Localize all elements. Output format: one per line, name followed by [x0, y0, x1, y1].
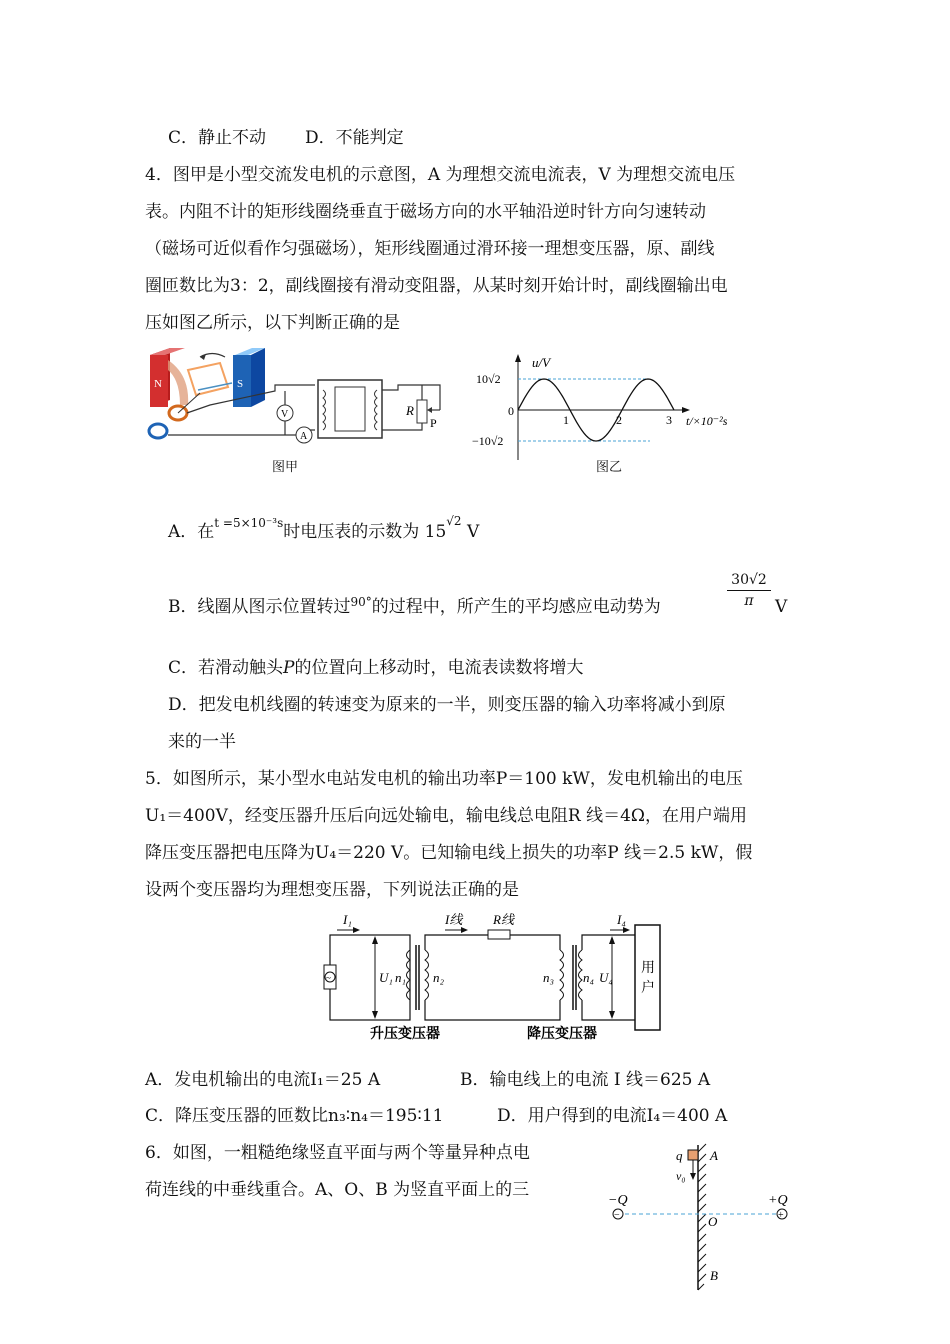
fig-jia-caption: 图甲: [272, 460, 299, 475]
p-label: P: [430, 416, 437, 430]
r-label: R: [406, 403, 414, 418]
user-label-2: 户: [641, 981, 655, 996]
charged-block: [688, 1150, 698, 1160]
q5-stem-text: P＝100 kW，发电机输出的电压: [495, 769, 743, 789]
y-min-label: −10√2: [472, 434, 504, 448]
v0-label: v₀: [676, 1169, 686, 1183]
rline-label: R线: [493, 912, 514, 927]
q-label: q: [676, 1148, 683, 1163]
opt-b-text: 的过程中，所产生的平均感应电动势为: [371, 597, 661, 617]
u4-label: U₄: [599, 970, 613, 985]
opt-b-denominator: π: [744, 593, 754, 609]
n4-label: n₄: [583, 970, 595, 985]
q5-option-c: C．降压变压器的匝数比n₃∶n₄＝195∶11: [145, 1106, 444, 1126]
q5-circuit-figure: [315, 910, 670, 1045]
svg-text:~: ~: [326, 973, 331, 983]
opt-c-text: 的位置向上移动时，电流表读数将增大: [294, 658, 584, 678]
q4-figure-jia: [140, 345, 455, 455]
opt-b-unit: V: [775, 597, 788, 617]
q5-option-d: D．用户得到的电流I₄＝400 A: [497, 1106, 728, 1126]
opt-c-prefix: C．若滑动触头: [168, 658, 284, 678]
q5-option-a: A．发电机输出的电流I₁＝25 A: [145, 1070, 381, 1090]
y-max-label: 10√2: [476, 372, 501, 386]
s-label: S: [237, 378, 244, 390]
x-axis-label: t/×10⁻²s: [686, 414, 728, 428]
q5-stem-text: P 线＝2.5 kW，假: [607, 843, 753, 863]
q5-stem-line: [145, 804, 747, 828]
opt-a-time: t =5×10⁻³s: [214, 516, 284, 530]
y-axis-label: u/V: [532, 355, 551, 370]
svg-text:+: +: [778, 1210, 784, 1221]
q4-option-b: [168, 595, 661, 620]
opt-a-root: √2: [446, 514, 462, 528]
q5-stem-text: 5．如图所示，某小型水电站发电机的输出功率: [145, 769, 496, 789]
opt-b-numerator: 30√2: [727, 570, 771, 591]
transformer: [318, 380, 382, 438]
x-tick-label: 2: [616, 413, 622, 427]
q6-figure: [600, 1140, 810, 1295]
a-label: A: [710, 1148, 718, 1163]
x-tick-label: 1: [563, 413, 569, 427]
voltmeter-label: V: [281, 409, 289, 420]
ammeter-label: A: [300, 431, 308, 442]
opt-a-text: 时电压表的示数为 15: [283, 522, 447, 542]
pos-q-label: +Q: [768, 1193, 788, 1208]
q5-stem-line: 设两个变压器均为理想变压器，下列说法正确的是: [145, 880, 519, 900]
q4-stem-line: （磁场可近似看作匀强磁场），矩形线圈通过滑环接一理想变压器，原、副线: [145, 239, 715, 259]
q5-stem-text: U₁＝400V，经变压器升压后向远处输电，输电线总电阻: [145, 806, 568, 826]
q5-stem-line: [145, 841, 752, 865]
fig-yi-caption: 图乙: [596, 460, 623, 475]
q6-stem-line: 6．如图，一粗糙绝缘竖直平面与两个等量异种点电: [145, 1143, 530, 1163]
n3-label: n₃: [543, 970, 555, 985]
user-label-1: 用: [641, 961, 655, 976]
opt-c-p: P: [283, 658, 295, 678]
q5-option-b: B．输电线上的电流 I 线＝625 A: [460, 1070, 711, 1090]
line-resistor: [488, 930, 510, 939]
n1-label: n₁: [395, 970, 407, 985]
step-up-label: 升压变压器: [370, 1027, 440, 1042]
opt-a-unit: V: [466, 522, 480, 542]
q4-option-c: [168, 656, 583, 680]
rheostat: [417, 400, 427, 423]
q4-option-a: [168, 514, 480, 545]
u1-label: U₁: [379, 970, 393, 985]
n2-label: n₂: [433, 970, 445, 985]
user-box: [635, 925, 660, 1030]
q4-option-d-line1: D．把发电机线圈的转速变为原来的一半，则变压器的输入功率将减小到原: [168, 695, 726, 715]
opt-b-prefix: B．线圈从图示位置转过: [168, 597, 351, 617]
neg-q-label: −Q: [608, 1193, 628, 1208]
origin-label: 0: [508, 404, 514, 418]
q4-stem-line: 4．图甲是小型交流发电机的示意图，A 为理想交流电流表，V 为理想交流电压: [145, 165, 736, 185]
q3-option-c: C．静止不动: [168, 128, 267, 148]
q6-stem-line: 荷连线的中垂线重合。A、O、B 为竖直平面上的三: [145, 1180, 530, 1200]
i1-label: I₁: [343, 912, 352, 927]
q4-figure-yi: [470, 350, 740, 465]
opt-b-angle: 90°: [350, 595, 372, 609]
q5-stem-text: 降压变压器把电压降为U₄＝220 V。已知输电线上损失的功率: [145, 843, 608, 863]
q3-option-d: D．不能判定: [305, 128, 404, 148]
opt-a-prefix: A．在: [168, 522, 215, 542]
step-down-label: 降压变压器: [527, 1027, 597, 1042]
q4-option-d-line2: 来的一半: [168, 732, 236, 752]
q5-stem-line: [145, 767, 743, 791]
q4-stem-line: 压如图乙所示，以下判断正确的是: [145, 313, 400, 333]
n-label: N: [154, 378, 162, 390]
svg-text:−: −: [614, 1210, 620, 1221]
x-tick-label: 3: [666, 413, 672, 427]
b-label: B: [710, 1268, 718, 1283]
i4-label: I₄: [617, 912, 626, 927]
o-label: O: [708, 1214, 718, 1229]
opt-b-fraction: [727, 570, 771, 611]
iline-label: I线: [445, 912, 463, 927]
q5-stem-text: R 线＝4Ω，在用户端用: [567, 806, 747, 826]
q4-stem-line: 表。内阻不计的矩形线圈绕垂直于磁场方向的水平轴沿逆时针方向匀速转动: [145, 202, 706, 222]
q4-stem-line: 圈匝数比为3：2，副线圈接有滑动变阻器，从某时刻开始计时，副线圈输出电: [145, 276, 728, 296]
